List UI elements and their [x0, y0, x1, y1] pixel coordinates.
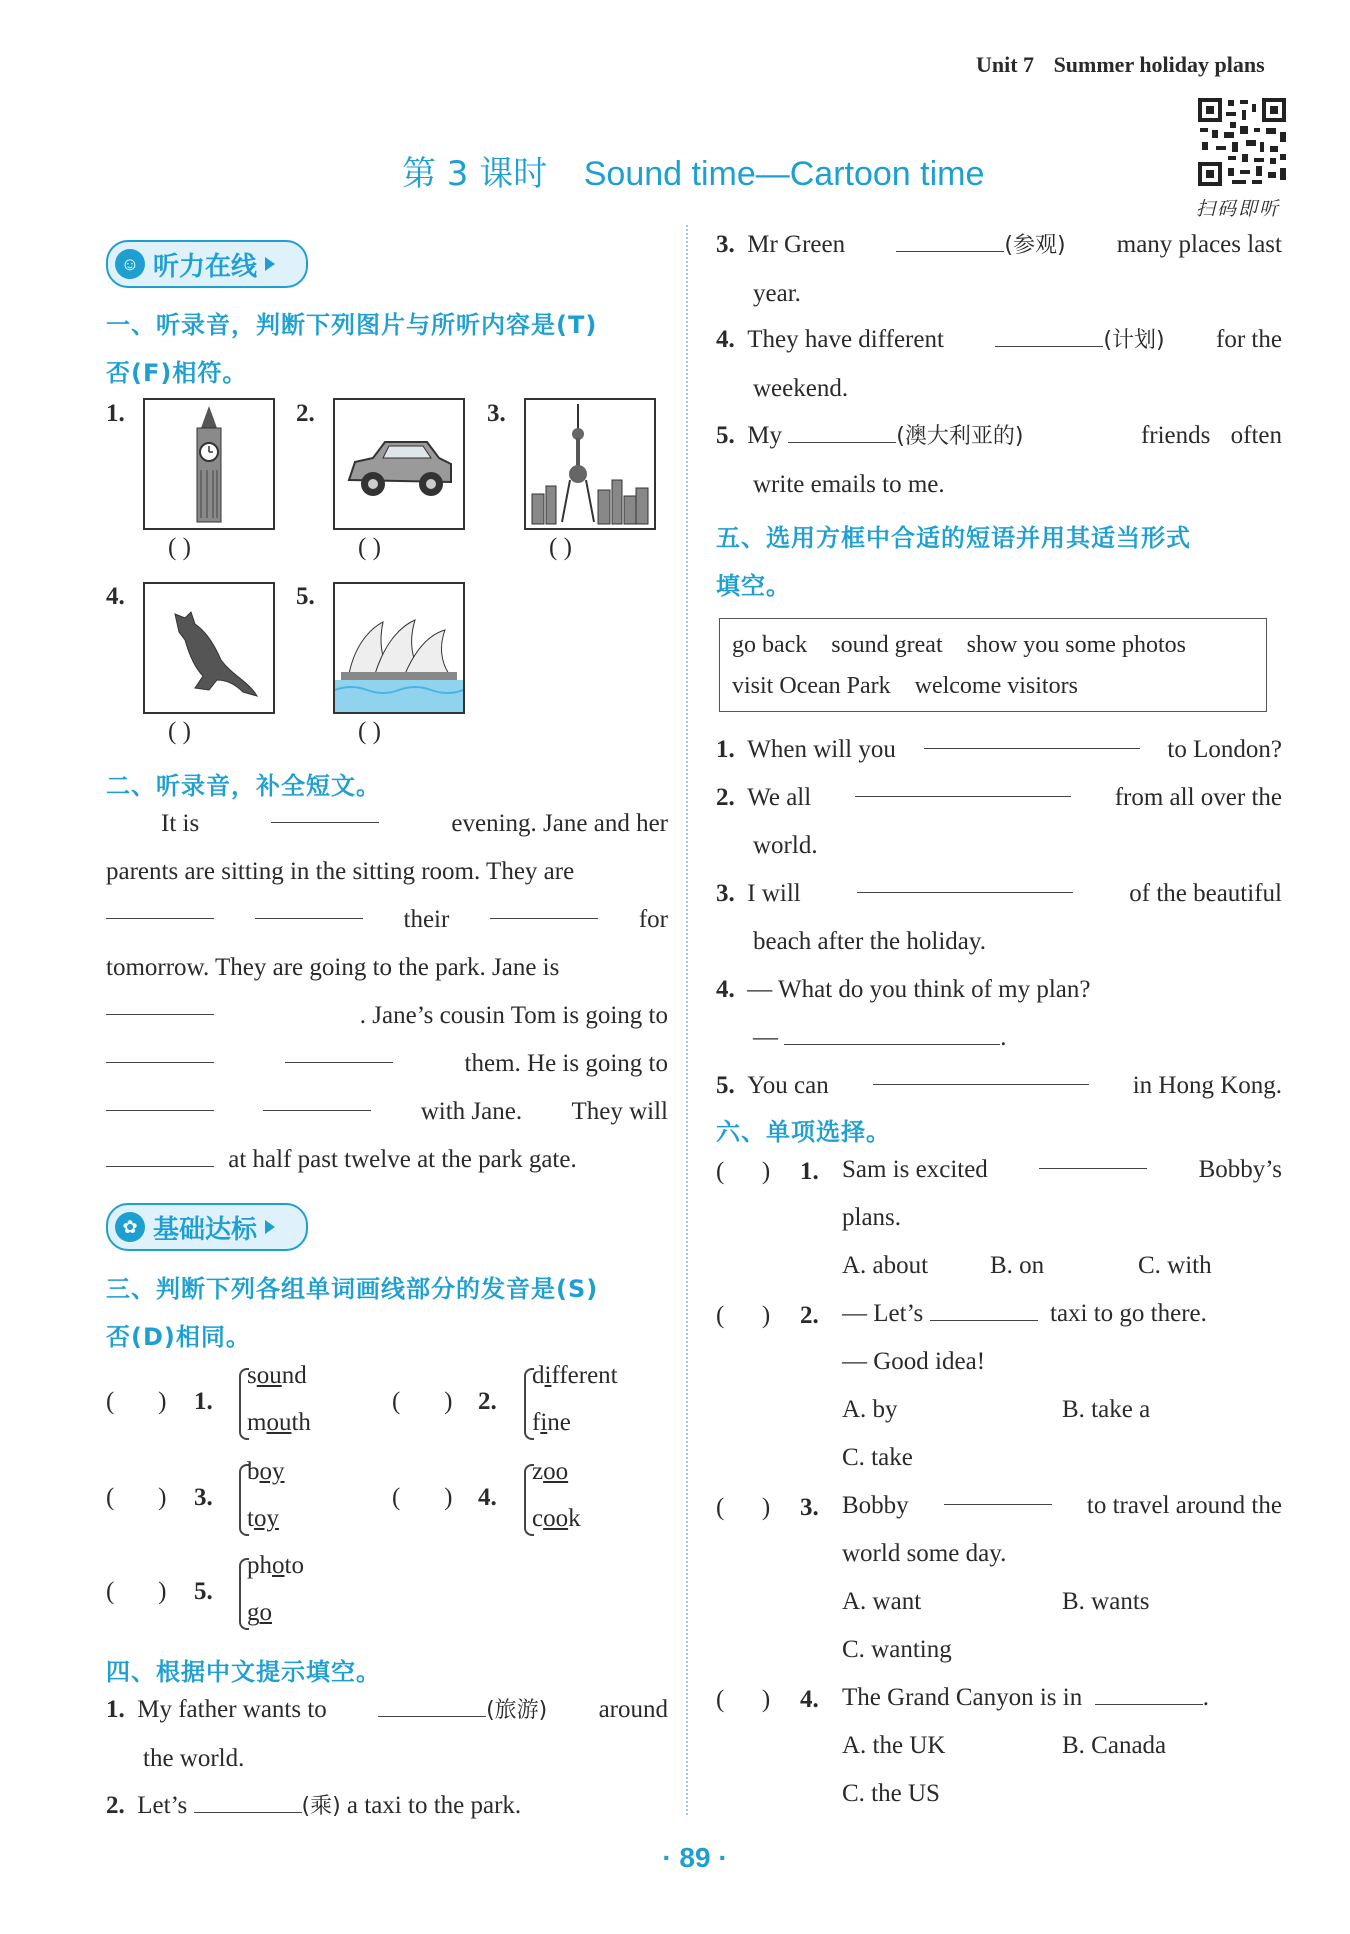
passage-blank[interactable]	[106, 896, 214, 919]
fill-blank[interactable]	[855, 774, 1071, 797]
fill-blank[interactable]	[1039, 1146, 1147, 1169]
passage-cloze: It is evening. Jane and her parents are sitting in the sitting room. They are their for tomorrow. They are going to the park. Jane is . Jane’s cousin Tom is going to them. He is going to with Jane. They will at half past twelve at the park gate.	[106, 800, 668, 1184]
choice-item-number: 1.	[800, 1158, 819, 1185]
lesson-title-cn: 第 3 课时	[402, 154, 548, 194]
big-ben-picture	[143, 398, 275, 530]
basic-section-badge	[106, 1203, 308, 1251]
choice-question-4: The Grand Canyon is in . A. the UK B. Canada C. the US	[842, 1674, 1282, 1818]
choice-answer-parentheses[interactable]: ( )	[716, 1302, 771, 1329]
word-pair-first: photo	[247, 1552, 304, 1579]
section5-q3: 3. I will of the beautiful beach after the holiday.	[716, 870, 1282, 966]
passage-blank[interactable]	[263, 1088, 371, 1111]
qr-code-icon[interactable]	[1196, 96, 1288, 188]
option-b[interactable]: B. Canada	[1062, 1732, 1167, 1759]
pronunciation-answer-parentheses[interactable]: ( )	[392, 1388, 453, 1415]
section6-heading: 六、单项选择。	[716, 1118, 891, 1146]
section5-heading-line1: 五、选用方框中合适的短语并用其适当形式	[716, 524, 1191, 552]
section4-q1: 1. My father wants to (旅游) around the world.	[106, 1696, 668, 1772]
choice-item-number: 3.	[800, 1494, 819, 1521]
option-c[interactable]: C. wanting	[842, 1636, 952, 1663]
word-pair-second: go	[247, 1599, 272, 1626]
gear-icon: ✿	[115, 1212, 145, 1242]
unit-title: Summer holiday plans	[1053, 52, 1265, 77]
fill-blank[interactable]	[1095, 1682, 1203, 1705]
fill-blank[interactable]	[896, 229, 1004, 252]
play-arrow-icon	[265, 1220, 275, 1234]
play-arrow-icon	[265, 257, 275, 271]
choice-answer-parentheses[interactable]: ( )	[716, 1158, 771, 1185]
section4-q5: 5. My (澳大利亚的) friends often write emails to me.	[716, 422, 1282, 498]
section4-heading: 四、根据中文提示填空。	[106, 1658, 381, 1686]
section2-heading: 二、听录音，补全短文。	[106, 772, 381, 800]
fill-blank[interactable]	[930, 1298, 1038, 1321]
word-bank-row2: visit Ocean Park welcome visitors	[732, 673, 1078, 699]
unit-label: Unit 7	[976, 52, 1035, 77]
fill-blank[interactable]	[995, 324, 1103, 347]
section4-q2: 2. Let’s (乘) a taxi to the park.	[106, 1792, 522, 1819]
option-c[interactable]: C. with	[1138, 1252, 1212, 1279]
pronunciation-item-number: 5.	[194, 1578, 213, 1605]
pronunciation-item-number: 3.	[194, 1484, 213, 1511]
passage-blank[interactable]	[106, 1040, 214, 1063]
passage-blank[interactable]	[106, 992, 214, 1015]
answer-parentheses[interactable]: ( )	[168, 718, 191, 745]
page-number: · 89 ·	[662, 1842, 728, 1873]
section1-heading-line1: 一、听录音，判断下列图片与所听内容是(T)	[106, 311, 598, 339]
pronunciation-answer-parentheses[interactable]: ( )	[106, 1388, 167, 1415]
fill-blank[interactable]	[194, 1790, 302, 1813]
listening-badge-label: 听力在线	[153, 251, 258, 282]
word-pair-first: zoo	[532, 1458, 569, 1485]
listening-section-badge	[106, 240, 308, 288]
fill-blank[interactable]	[857, 870, 1073, 893]
kangaroo-picture	[143, 582, 275, 714]
car-picture	[333, 398, 465, 530]
choice-item-number: 2.	[800, 1302, 819, 1329]
word-bank-box	[719, 618, 1267, 712]
pronunciation-answer-parentheses[interactable]: ( )	[106, 1578, 167, 1605]
pronunciation-answer-parentheses[interactable]: ( )	[106, 1484, 167, 1511]
option-b[interactable]: B. wants	[1062, 1588, 1150, 1615]
section5-heading-line2: 填空。	[716, 572, 791, 600]
fill-blank[interactable]	[784, 1022, 1000, 1045]
word-pair-second: mouth	[247, 1409, 311, 1436]
section5-q5: 5. You can in Hong Kong.	[716, 1062, 1282, 1110]
fill-blank[interactable]	[924, 726, 1140, 749]
word-pair-first: sound	[247, 1362, 307, 1389]
section5-q2: 2. We all from all over the world.	[716, 774, 1282, 870]
section4-q4: 4. They have different (计划) for the weekend.	[716, 326, 1282, 402]
basic-badge-label: 基础达标	[153, 1214, 258, 1245]
choice-question-2: — Let’s taxi to go there. — Good idea! A. by B. take a C. take	[842, 1290, 1282, 1482]
fill-blank[interactable]	[788, 420, 896, 443]
choice-item-number: 4.	[800, 1686, 819, 1713]
fill-blank[interactable]	[378, 1694, 486, 1717]
passage-blank[interactable]	[285, 1040, 393, 1063]
fill-blank[interactable]	[944, 1482, 1052, 1505]
option-c[interactable]: C. take	[842, 1444, 913, 1471]
answer-parentheses[interactable]: ( )	[358, 718, 381, 745]
passage-blank[interactable]	[271, 800, 379, 823]
pic-item-number: 5.	[296, 583, 315, 610]
pic-item-number: 2.	[296, 400, 315, 427]
word-pair-second: cook	[532, 1505, 581, 1532]
choice-question-3: Bobby to travel around the world some day. A. want B. wants C. wanting	[842, 1482, 1282, 1674]
answer-parentheses[interactable]: ( )	[549, 534, 572, 561]
word-pair-first: different	[532, 1362, 618, 1389]
answer-parentheses[interactable]: ( )	[358, 534, 381, 561]
section4-q3: 3. Mr Green (参观) many places last year.	[716, 231, 1282, 307]
pronunciation-answer-parentheses[interactable]: ( )	[392, 1484, 453, 1511]
passage-blank[interactable]	[106, 1088, 214, 1111]
section1-heading-line2: 否(F)相符。	[106, 359, 248, 387]
word-pair-second: toy	[247, 1505, 279, 1532]
unit-header	[976, 52, 1265, 78]
option-c[interactable]: C. the US	[842, 1780, 940, 1807]
passage-blank[interactable]	[255, 896, 363, 919]
word-bank-row1: go back sound great show you some photos	[732, 632, 1186, 658]
fill-blank[interactable]	[873, 1062, 1089, 1085]
pronunciation-item-number: 4.	[478, 1484, 497, 1511]
choice-answer-parentheses[interactable]: ( )	[716, 1686, 771, 1713]
option-b[interactable]: B. take a	[1062, 1396, 1151, 1423]
pronunciation-item-number: 1.	[194, 1388, 213, 1415]
passage-blank[interactable]	[106, 1144, 214, 1167]
oriental-pearl-tower-picture	[524, 398, 656, 530]
lesson-title-en: Sound time—Cartoon time	[583, 155, 985, 193]
choice-answer-parentheses[interactable]: ( )	[716, 1494, 771, 1521]
passage-blank[interactable]	[490, 896, 598, 919]
pic-item-number: 3.	[487, 400, 506, 427]
section3-heading-line2: 否(D)相同。	[106, 1323, 251, 1351]
option-a[interactable]: A. want	[842, 1588, 922, 1615]
option-a[interactable]: A. about	[842, 1252, 929, 1279]
column-divider	[686, 225, 688, 1815]
word-pair-second: fine	[532, 1409, 571, 1436]
option-a[interactable]: A. the UK	[842, 1732, 946, 1759]
pic-item-number: 1.	[106, 400, 125, 427]
sydney-opera-house-picture	[333, 582, 465, 714]
qr-caption: 扫码即听	[1196, 198, 1281, 220]
section3-heading-line1: 三、判断下列各组单词画线部分的发音是(S)	[106, 1275, 599, 1303]
section5-q1: 1. When will you to London?	[716, 726, 1282, 774]
pic-item-number: 4.	[106, 583, 125, 610]
word-pair-first: boy	[247, 1458, 285, 1485]
section5-q4: 4. — What do you think of my plan? — .	[716, 976, 1091, 1051]
lesson-title	[402, 146, 984, 195]
choice-question-1: Sam is excited Bobby’s plans. A. about B. on C. with	[842, 1146, 1282, 1290]
answer-parentheses[interactable]: ( )	[168, 534, 191, 561]
option-a[interactable]: A. by	[842, 1396, 898, 1423]
option-b[interactable]: B. on	[990, 1252, 1045, 1279]
pronunciation-item-number: 2.	[478, 1388, 497, 1415]
headphones-icon: ☺	[115, 249, 145, 279]
